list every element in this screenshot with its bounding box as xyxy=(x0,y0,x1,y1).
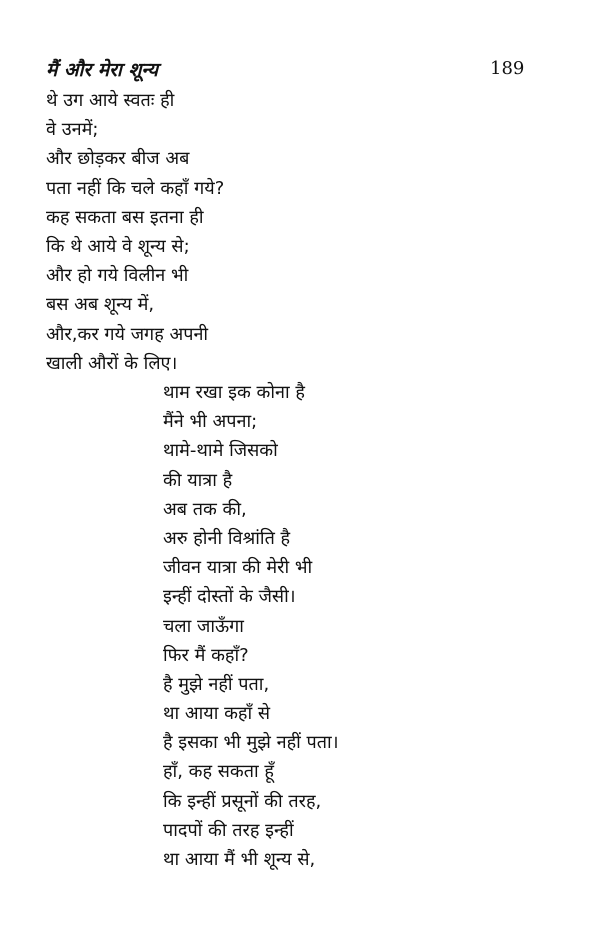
poem-line: की यात्रा है xyxy=(163,469,233,491)
poem-line: पादपों की तरह इन्हीं xyxy=(163,819,294,841)
poem-stanza-1 xyxy=(46,86,224,378)
poem-line: बस अब शून्य में, xyxy=(46,294,155,316)
poem-line: हाँ, कह सकता हूँ xyxy=(163,761,274,783)
poem-line: जीवन यात्रा की मेरी भी xyxy=(163,557,313,579)
poem-line: थाम रखा इक कोना है xyxy=(163,382,305,403)
poem-line: है मुझे नहीं पता, xyxy=(163,673,270,695)
poem-line: और छोड़कर बीज अब xyxy=(46,148,190,170)
poem-line: कह सकता बस इतना ही xyxy=(46,206,204,228)
poem-line: इन्हीं दोस्तों के जैसी। xyxy=(163,586,296,608)
poem-line: मैंने भी अपना; xyxy=(163,411,258,433)
poem-line: अरु होनी विश्रांति है xyxy=(163,527,291,549)
poem-line: थामे-थामे जिसको xyxy=(163,440,278,462)
poem-line: था आया मैं भी शून्य से, xyxy=(163,849,316,870)
poem-line: वे उनमें; xyxy=(46,119,99,141)
poem-line: अब तक की, xyxy=(163,498,247,520)
poem-line: कि थे आये वे शून्य से; xyxy=(46,235,190,257)
poem-line: था आया कहाँ से xyxy=(163,703,271,725)
page-number: 189 xyxy=(490,58,525,79)
poem-line: पता नहीं कि चले कहाँ गये? xyxy=(46,177,225,199)
poem-stanza-2 xyxy=(163,378,339,874)
poem-line: चला जाऊँगा xyxy=(163,615,244,637)
poem-line: फिर मैं कहाँ? xyxy=(163,644,249,666)
poem-line: है इसका भी मुझे नहीं पता। xyxy=(163,732,339,754)
poem-line: खाली औरों के लिए। xyxy=(46,352,178,374)
poem-line: और,कर गये जगह अपनी xyxy=(46,323,209,345)
poem-line: कि इन्हीं प्रसूनों की तरह, xyxy=(163,790,322,812)
poem-line: और हो गये विलीन भी xyxy=(46,265,189,287)
running-title: मैं और मेरा शून्य xyxy=(46,59,159,81)
poem-line: थे उग आये स्वतः ही xyxy=(46,90,175,111)
